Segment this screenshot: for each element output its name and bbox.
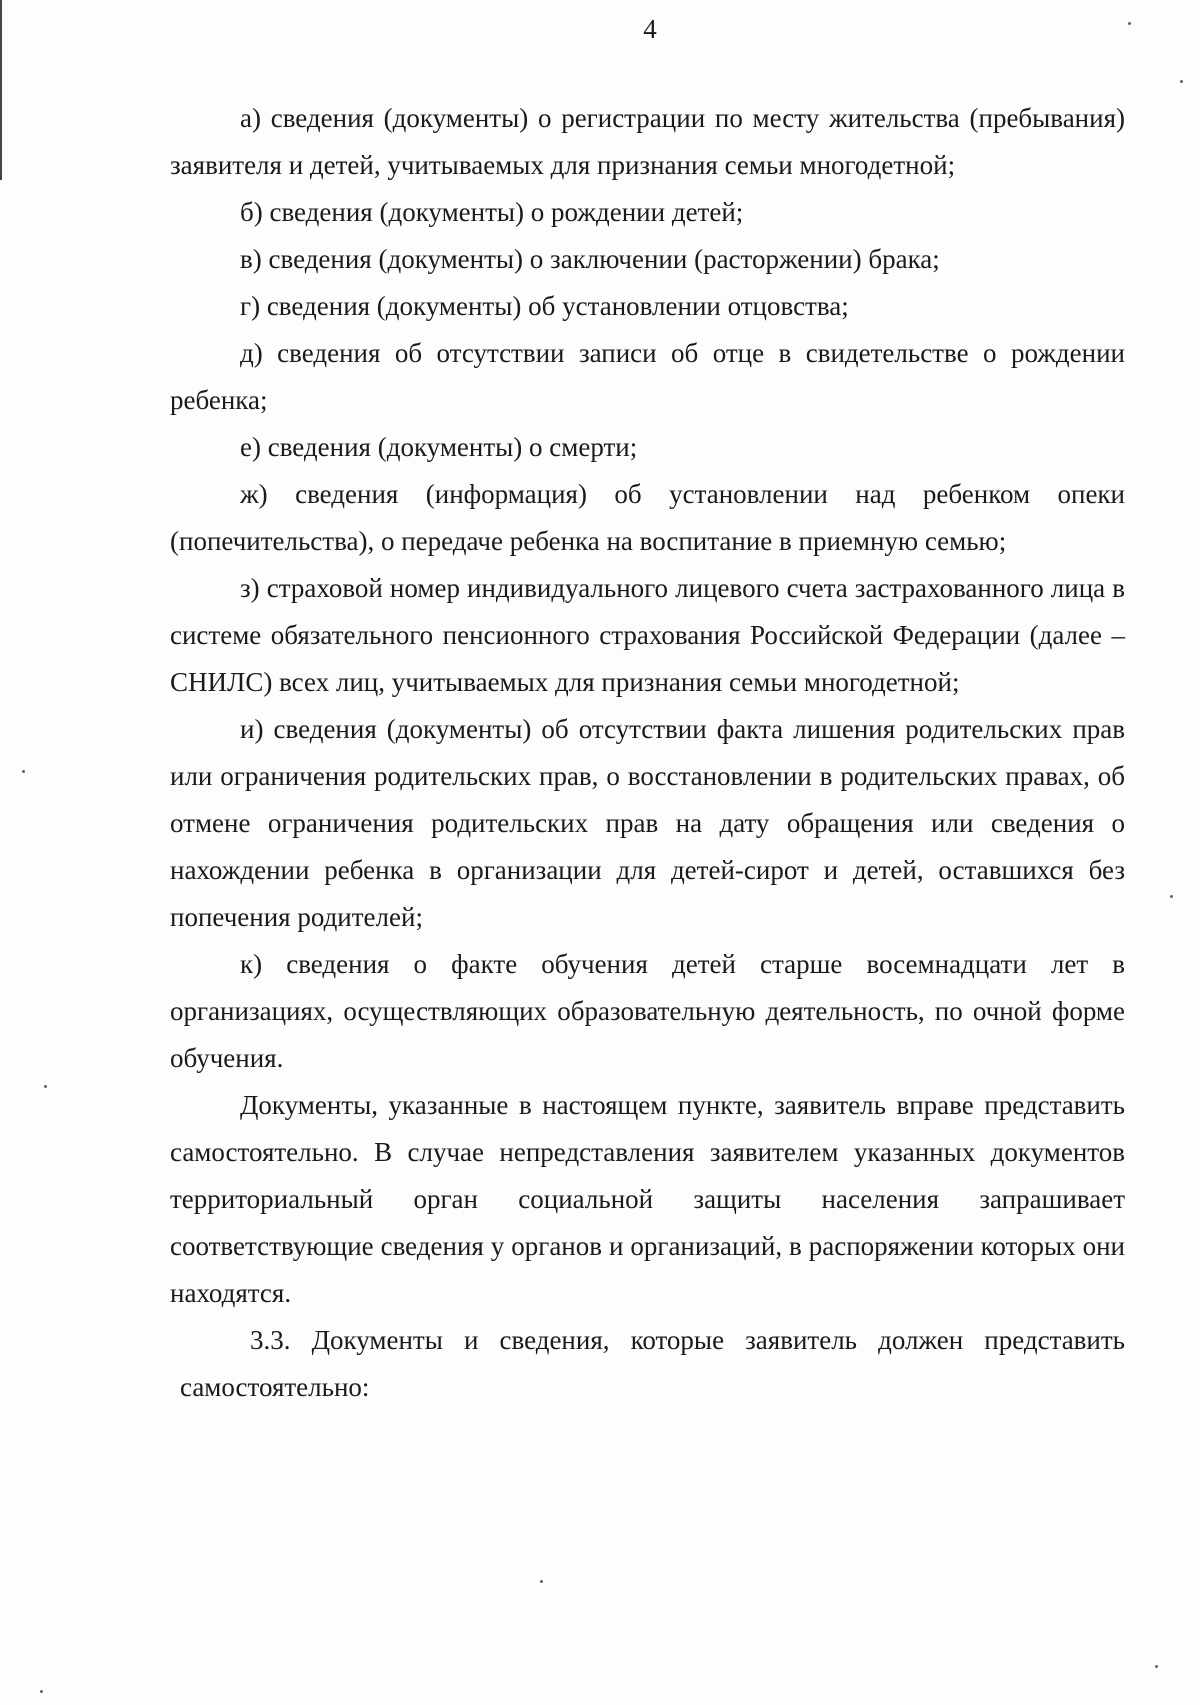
paragraph-a: а) сведения (документы) о регистрации по месту жительства (пребывания) заявителя и детей, учитываемых для признания семьи многодетной; [170, 103, 1125, 180]
scan-speck [44, 1085, 47, 1088]
document-body [170, 95, 1125, 1411]
paragraph-d: д) сведения об отсутствии записи об отце в свидетельстве о рождении ребенка; [170, 338, 1125, 415]
scan-speck [1155, 1665, 1158, 1668]
scan-speck [540, 1580, 543, 1583]
paragraph-g: г) сведения (документы) об установлении отцовства; [240, 291, 849, 321]
paragraph-i: и) сведения (документы) об отсутствии факта лишения родительских прав или ограничения родительских прав, о восстановлении в родительских правах, об отмене ограничения родительских прав на дату обращения или сведения о нахождении ребенка в организации для детей-сирот и детей, оставшихся без попечения родителей; [170, 714, 1125, 932]
page-number: 4 [643, 14, 657, 44]
paragraph-documents-note: Документы, указанные в настоящем пункте, заявитель вправе представить самостоятельно. В случае непредставления заявителем указанных документов территориальный орган социальной защиты населения запрашивает соответствующие сведения у органов и организаций, в распоряжении которых они находятся. [170, 1090, 1125, 1308]
scan-speck [40, 1690, 43, 1693]
paragraph-v: в) сведения (документы) о заключении (расторжении) брака; [240, 244, 940, 274]
paragraph-e: е) сведения (документы) о смерти; [240, 432, 638, 462]
scan-speck [1180, 80, 1183, 83]
paragraph-zh: ж) сведения (информация) об установлении над ребенком опеки (попечительства), о передаче ребенка на воспитание в приемную семью; [170, 479, 1125, 556]
paragraph-3-3: 3.3. Документы и сведения, которые заявитель должен представить самостоятельно: [180, 1325, 1125, 1402]
scan-speck [1128, 22, 1131, 25]
paragraph-k: к) сведения о факте обучения детей старше восемнадцати лет в организациях, осуществляющих образовательную деятельность, по очной форме обучения. [170, 949, 1125, 1073]
scan-speck [1170, 895, 1173, 898]
paragraph-z: з) страховой номер индивидуального лицевого счета застрахованного лица в системе обязательного пенсионного страхования Российской Федерации (далее – СНИЛС) всех лиц, учитываемых для признания семьи многодетной; [170, 573, 1125, 697]
paragraph-b: б) сведения (документы) о рождении детей; [240, 197, 744, 227]
scan-speck [22, 770, 25, 773]
